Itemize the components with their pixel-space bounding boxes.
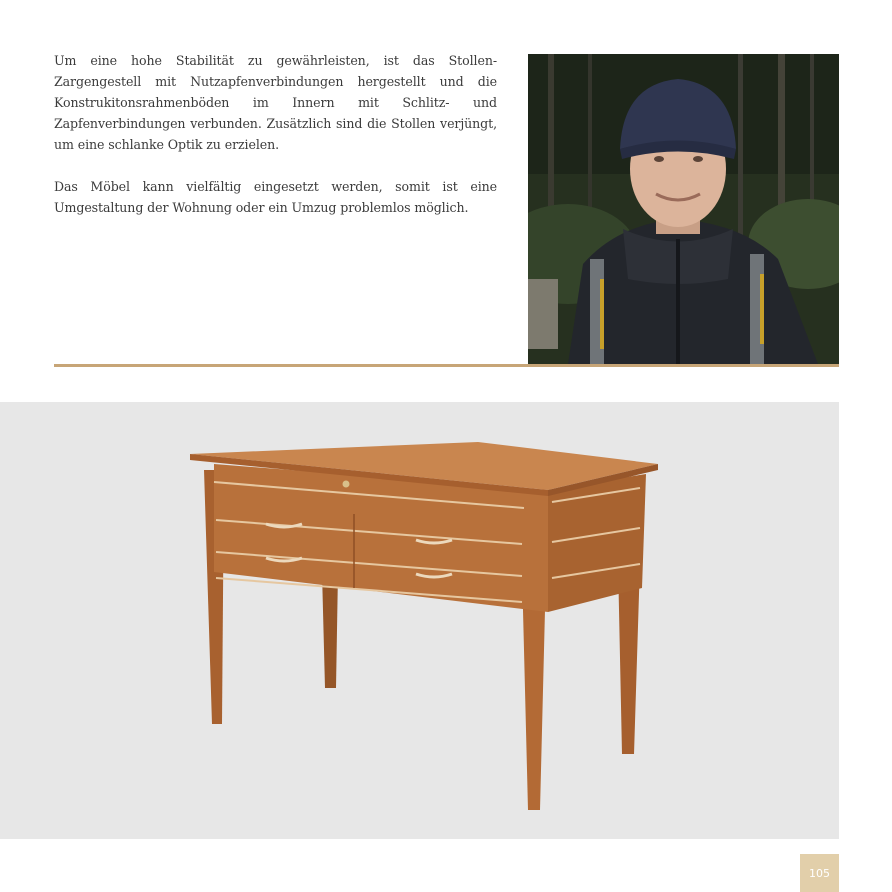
- portrait-illustration: [528, 54, 839, 364]
- portrait-photo: [528, 54, 839, 364]
- page-number: 105: [800, 854, 839, 892]
- body-text: [54, 50, 497, 239]
- paragraph-usage: Das Möbel kann vielfältig eingesetzt werden, somit ist eine Umgestaltung der Wohnung oder ein Umzug problemlos möglich.: [54, 179, 497, 215]
- accent-divider: [54, 364, 839, 367]
- paragraph-stability: Um eine hohe Stabilität zu gewährleisten, ist das Stollen-Zargengestell mit Nutzapfenverbindungen hergestellt und die Konstrukitonsrahmenböden im Innern mit Schlitz- und Zapfenverbindungen verbunden. Zusätzlich sind die Stollen verjüngt, um eine schlanke Optik zu erzielen.: [54, 53, 497, 152]
- console-table-illustration: [0, 402, 839, 839]
- product-photo: [0, 402, 839, 839]
